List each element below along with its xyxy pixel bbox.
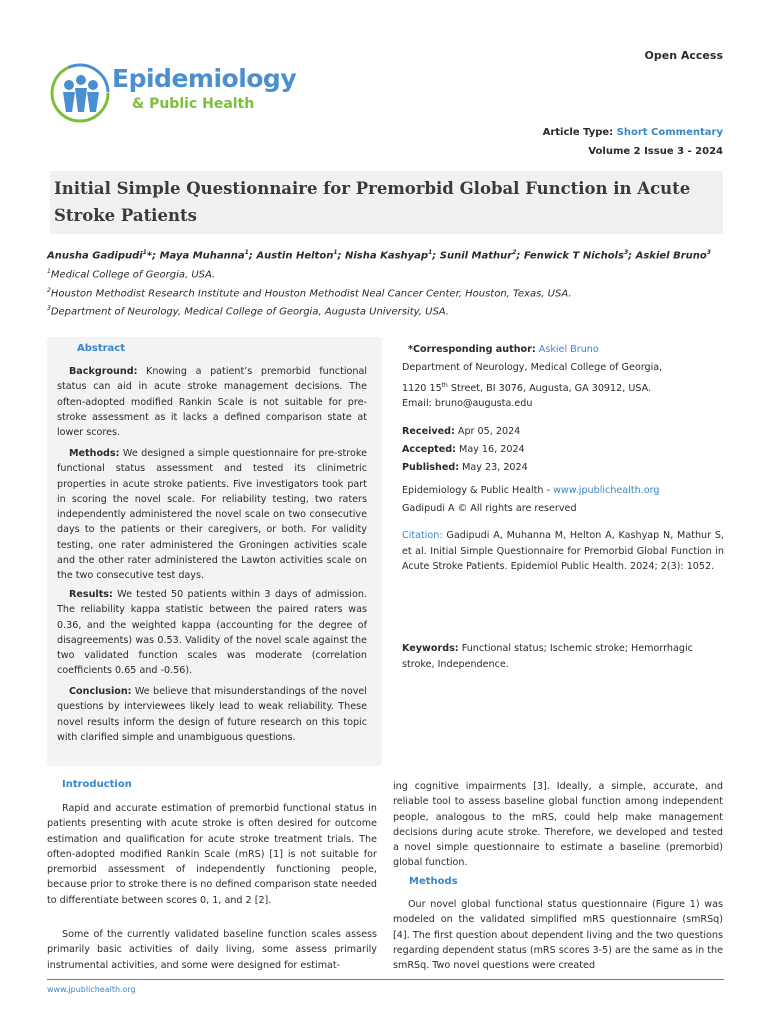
- author-separator: ;: [516, 250, 524, 262]
- corresponding-address: 1120 15th Street, BI 3076, Augusta, GA 30912, USA.: [402, 382, 652, 395]
- author-separator: ;: [248, 250, 257, 262]
- received-date: Received: Apr 05, 2024: [402, 426, 521, 437]
- author-name: Askiel Bruno: [635, 250, 707, 262]
- footer-url-link[interactable]: www.jpublichealth.org: [47, 985, 136, 994]
- introduction-paragraph-1: Rapid and accurate estimation of premorbid functional status in patients presenting with acute stroke is often desired for outcome estimation and qualification for acute stroke treatment trials. The often-adopted modified Rankin Scale (mRS) [1] is not suitable for premorbid assessment of independently functioning people, because prior to stroke there is no defined comparison state needed to differentiate between scores 0, 1, and 2 [2].: [47, 803, 377, 906]
- journal-url-link[interactable]: www.jpublichealth.org: [553, 485, 660, 496]
- author-name: Anusha Gadipudi: [47, 250, 143, 262]
- author-affiliation-sup: 1: [333, 249, 338, 256]
- journal-subname: & Public Health: [132, 96, 255, 112]
- abstract-background: Background: Knowing a patient’s premorbid functional status can aid in acute stroke management decisions. The often-adopted modified Rankin Scale is not suitable for pre-stroke assessment as it lacks a defined comparison state at lower scores.: [57, 366, 367, 439]
- author-name: Sunil Mathur: [439, 250, 513, 262]
- author-list: [47, 249, 711, 261]
- journal-name: Epidemiology: [112, 64, 297, 93]
- open-access-label: Open Access: [644, 49, 723, 62]
- article-type-value[interactable]: Short Commentary: [616, 127, 723, 138]
- affiliation-2: $^2$Houston Methodist Research Institute and Houston Methodist Neal Cancer Center, Houston, Texas, USA.: [47, 287, 572, 300]
- affiliation-1: $^1$Medical College of Georgia, USA.: [47, 268, 216, 281]
- accepted-date: Accepted: May 16, 2024: [402, 444, 525, 455]
- author-affiliation-sup: 1: [428, 249, 433, 256]
- introduction-paragraph-2: Some of the currently validated baseline function scales assess primarily basic activities of daily living, some assess primarily instrumental activities, and some were designed for estimat-: [47, 929, 377, 971]
- author-name: Nisha Kashyap: [344, 250, 429, 262]
- footer-divider: [47, 979, 724, 980]
- corresponding-dept: Department of Neurology, Medical College of Georgia,: [402, 362, 663, 373]
- abstract-results: Results: We tested 50 patients within 3 days of admission. The reliability kappa statistic between the paired raters was 0.36, and the weighted kappa (accounting for the degree of disagreements) was 0.53. Validity of the novel scale against the two validated function scales was moderate (correlation coefficients 0.65 and -0.56).: [57, 589, 367, 677]
- journal-info: Epidemiology & Public Health - www.jpublichealth.org: [402, 485, 660, 496]
- author-separator: ;: [432, 250, 440, 262]
- published-date: Published: May 23, 2024: [402, 462, 528, 473]
- author-affiliation-sup: 3: [706, 249, 711, 256]
- affiliation-3: $^3$Department of Neurology, Medical College of Georgia, Augusta University, USA.: [47, 305, 450, 318]
- abstract-methods: Methods: We designed a simple questionnaire for pre-stroke functional status assessment and tested its clinimetric properties in acute stroke patients. Five investigators took part in scoring the novel scale. For reliability testing, two raters independently administered the novel scale on two consecutive days to the patients or their caregivers, or both. For validity testing, one rater administered the Groningen activities scale and the other rater administered the Lawton activities scale on the two consecutive test days.: [57, 448, 367, 582]
- author-name: Austin Helton: [256, 250, 334, 262]
- article-type: [543, 127, 723, 138]
- right-paragraph-1: ing cognitive impairments [3]. Ideally, a simple, accurate, and reliable tool to assess baseline global function among independent people, analogous to the mRS, could help make management decisions during acute stroke. Therefore, we developed and tested a novel simple questionnaire to estimate a baseline (premorbid) global function.: [393, 781, 723, 869]
- corresponding-author: *Corresponding author: Askiel Bruno: [408, 344, 599, 355]
- keywords: Keywords: Functional status; Ischemic stroke; Hemorrhagic stroke, Independence.: [402, 643, 693, 670]
- volume-issue: Volume 2 Issue 3 - 2024: [588, 146, 723, 157]
- citation: Citation: Gadipudi A, Muhanna M, Helton A, Kashyap N, Mathur S, et al. Initial Simple Questionnaire for Premorbid Global Function in Acute Stroke Patients. Epidemiol Public Health. 2024; 2(3): 1052.: [402, 530, 724, 572]
- right-paragraph-2: Our novel global functional status questionnaire (Figure 1) was modeled on the validated simplified mRS questionnaire (smRSq) [4]. The first question about dependent living and the two questions regarding dependent status (mRS scores 3-5) are the same as in the smRSq. Two novel questions were created: [393, 899, 724, 972]
- author-affiliation-sup: 3: [623, 249, 629, 256]
- corresponding-email[interactable]: Email: bruno@augusta.edu: [402, 398, 533, 409]
- rights-statement: Gadipudi A © All rights are reserved: [402, 503, 577, 514]
- author-separator: *;: [146, 250, 160, 262]
- author-affiliation-sup: 1: [244, 249, 249, 256]
- methods-heading: Methods: [409, 876, 458, 887]
- article-type-label: Article Type:: [542, 127, 614, 138]
- abstract-heading: Abstract: [77, 343, 126, 354]
- abstract-conclusion: Conclusion: We believe that misunderstandings of the novel questions by interviewees likely lead to weak reliability. These novel results inform the design of future research on this topic with clarified simple and unambiguous questions.: [57, 686, 367, 743]
- author-affiliation-sup: 1: [142, 249, 147, 256]
- author-name: Maya Muhanna: [159, 250, 245, 262]
- corresponding-author-name[interactable]: Askiel Bruno: [538, 344, 599, 355]
- introduction-heading: Introduction: [62, 779, 132, 790]
- author-affiliation-sup: 2: [512, 249, 517, 256]
- author-name: Fenwick T Nichols: [523, 250, 624, 262]
- author-separator: ;: [337, 250, 345, 262]
- paper-title: Initial Simple Questionnaire for Premorbid Global Function in Acute Stroke Patients: [54, 179, 691, 225]
- author-separator: ;: [628, 250, 636, 262]
